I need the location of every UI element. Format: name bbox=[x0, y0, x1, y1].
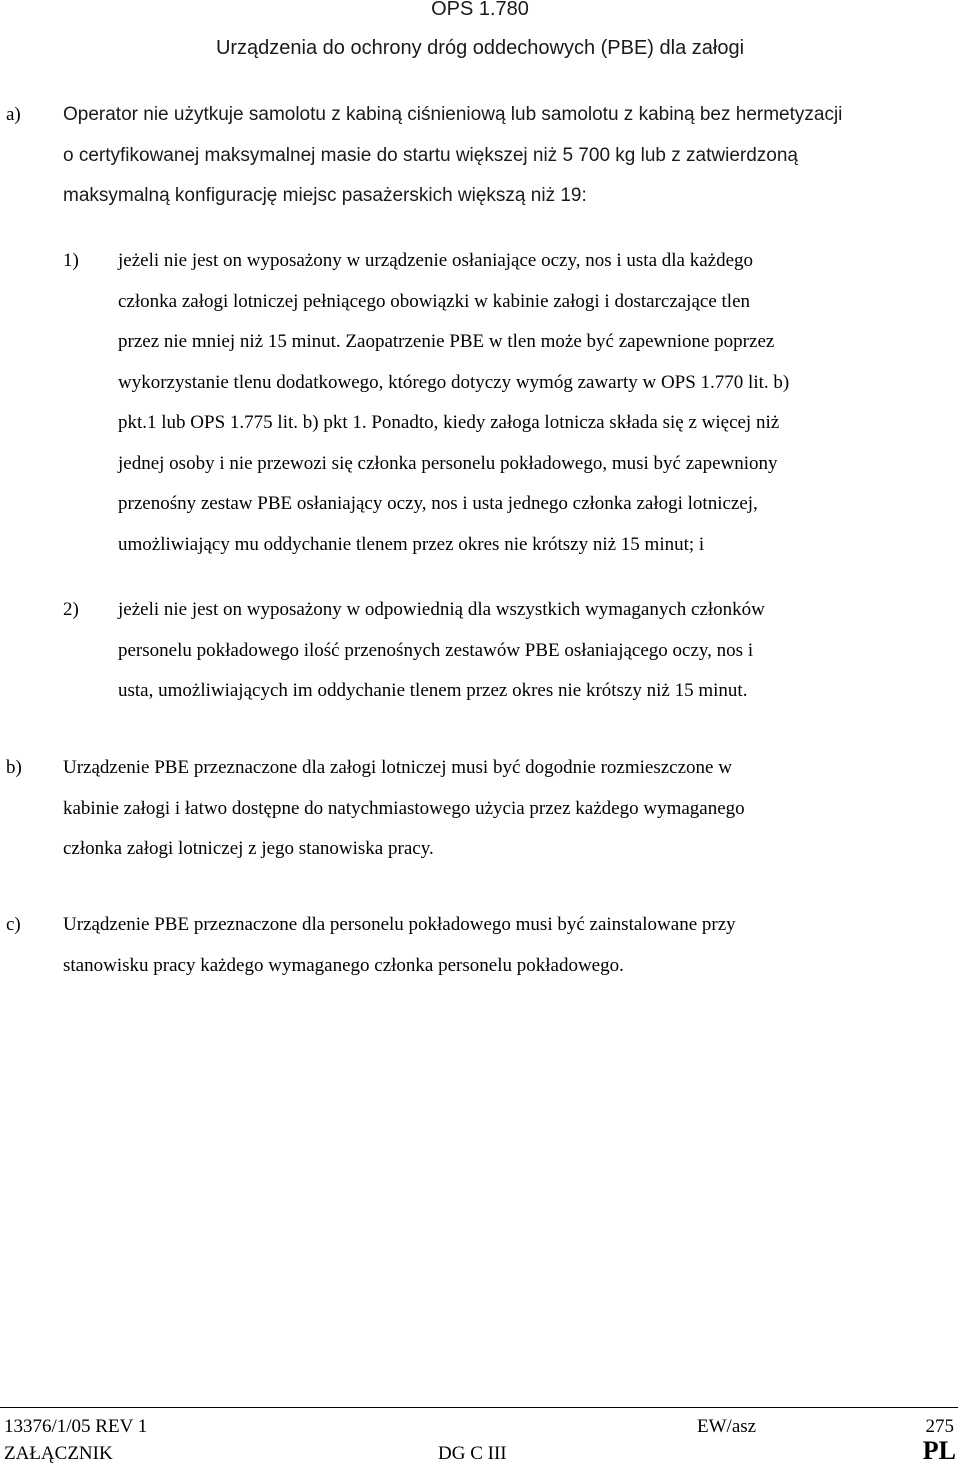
section-c-line: Urządzenie PBE przeznaczone dla personelu pokładowego musi być zainstalowane przy bbox=[63, 914, 736, 935]
section-b-label: b) bbox=[6, 757, 22, 778]
section-b-line: Urządzenie PBE przeznaczone dla załogi lotniczej musi być dogodnie rozmieszczone w bbox=[63, 757, 732, 778]
section-c-line: stanowisku pracy każdego wymaganego członka personelu pokładowego. bbox=[63, 954, 624, 976]
item-2-text bbox=[118, 590, 765, 712]
item-1-line: wykorzystanie tlenu dodatkowego, którego dotyczy wymóg zawarty w OPS 1.770 lit. b) bbox=[118, 371, 790, 393]
footer-author: EW/asz bbox=[697, 1416, 757, 1437]
item-1-line: przenośny zestaw PBE osłaniający oczy, nos i usta jednego członka załogi lotniczej, bbox=[118, 493, 758, 514]
item-1-label: 1) bbox=[63, 250, 79, 271]
item-2-line: personelu pokładowego ilość przenośnych zestawów PBE osłaniającego oczy, nos i bbox=[118, 639, 754, 661]
footer-annex: ZAŁĄCZNIK bbox=[4, 1443, 113, 1464]
footer-divider bbox=[0, 1407, 958, 1408]
regulation-title: Urządzenia do ochrony dróg oddechowych (PBE) dla załogi bbox=[215, 37, 745, 59]
section-a-label: a) bbox=[6, 104, 21, 125]
item-1-line: pkt.1 lub OPS 1.775 lit. b) pkt 1. Ponadto, kiedy załoga lotnicza składa się z więcej niż bbox=[118, 412, 780, 433]
item-2-line: usta, umożliwiających im oddychanie tlenem przez okres nie krótszy niż 15 minut. bbox=[118, 680, 748, 701]
regulation-code: OPS 1.780 bbox=[431, 0, 529, 20]
item-1-line: jeżeli nie jest on wyposażony w urządzenie osłaniające oczy, nos i usta dla każdego bbox=[118, 250, 754, 271]
section-b-line: członka załogi lotniczej z jego stanowiska pracy. bbox=[63, 838, 434, 859]
section-c-text bbox=[63, 905, 736, 986]
item-2-line: jeżeli nie jest on wyposażony w odpowiednią dla wszystkich wymaganych członków bbox=[118, 599, 765, 620]
footer-doc-ref: 13376/1/05 REV 1 bbox=[4, 1416, 148, 1437]
section-c-label: c) bbox=[6, 914, 21, 935]
item-1-line: jednej osoby i nie przewozi się członka personelu pokładowego, musi być zapewniony bbox=[118, 452, 778, 474]
section-b-line: kabinie załogi i łatwo dostępne do natychmiastowego użycia przez każdego wymaganego bbox=[63, 797, 745, 819]
section-a-line: Operator nie użytkuje samolotu z kabiną ciśnieniową lub samolotu z kabiną bez hermetyzacji bbox=[63, 104, 843, 125]
item-1-line: umożliwiający mu oddychanie tlenem przez okres nie krótszy niż 15 minut; i bbox=[118, 533, 705, 555]
footer-dg: DG C III bbox=[438, 1443, 507, 1464]
footer-language-code: PL bbox=[922, 1436, 956, 1465]
item-1-line: członka załogi lotniczej pełniącego obowiązki w kabinie załogi i dostarczające tlen bbox=[118, 290, 751, 312]
section-a-text bbox=[63, 95, 842, 217]
item-1-text bbox=[118, 241, 789, 565]
item-2-label: 2) bbox=[63, 599, 79, 620]
section-a-line: o certyfikowanej maksymalnej masie do startu większej niż 5 700 kg lub z zatwierdzoną bbox=[63, 144, 798, 166]
footer-page-number: 275 bbox=[925, 1416, 954, 1437]
section-b-text bbox=[63, 748, 745, 870]
item-1-line: przez nie mniej niż 15 minut. Zaopatrzenie PBE w tlen może być zapewnione poprzez bbox=[118, 331, 775, 352]
section-a-line: maksymalną konfigurację miejsc pasażerskich większą niż 19: bbox=[63, 185, 587, 206]
